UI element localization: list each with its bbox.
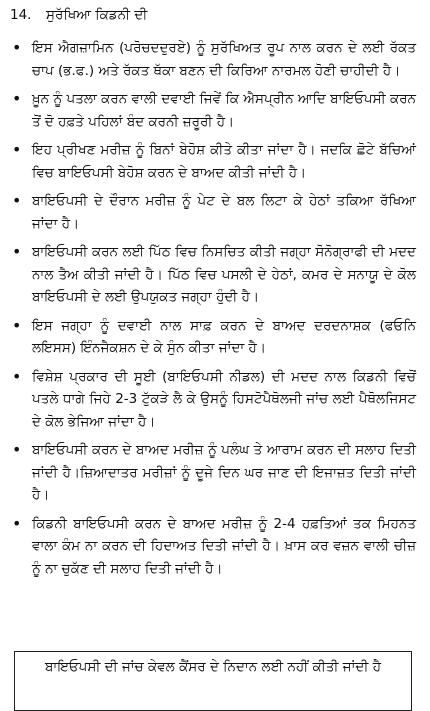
list-item	[10, 37, 416, 82]
section-title: ਸੁਰੱਖਿਆ ਕਿਡਨੀ ਦੀ	[46, 7, 148, 23]
bullet-list	[10, 37, 416, 580]
list-item	[10, 190, 416, 235]
list-item-text: ਬਾਇਓਪਸੀ ਕਰਨ ਦੇ ਬਾਅਦ ਮਰੀਜ਼ ਨੂੰ ਪਲੰਘ ਤੇ ਆਰਾਮ ਕਰਨ ਦੀ ਸਲਾਹ ਦਿਤੀ ਜਾਂਦੀ ਹੈ।ਜ਼ਿਆਦਾਤਰ ਮਰੀਜ਼ਾਂ ਨੂੰ ਦੂਜੇ ਦਿਨ ਘਰ ਜਾਣ ਦੀ ਇਜਾਜ਼ਤ ਦਿਤੀ ਜਾਂਦੀ ਹੈ।	[32, 442, 416, 503]
bullet-icon: •	[12, 89, 22, 108]
list-item-text: ਇਸ ਜਗ੍ਹਾ ਨੂੰ ਦਵਾਈ ਨਾਲ ਸਾਫ਼ ਕਰਨ ਦੇ ਬਾਅਦ ਦਰਦਨਾਸ਼ਕ (ਫਓਨਿ ਲਇਸਸ) ਇੰਨਜੈਕਸ਼ਨ ਦੇ ਕੇ ਸੁੰਨ ਕੀਤਾ ਜਾਂਦਾ ਹੈ।	[32, 317, 416, 356]
list-item-text: ਖ਼ੂਨ ਨੂੰ ਪਤਲਾ ਕਰਨ ਵਾਲੀ ਦਵਾਈ ਜਿਵੇਂ ਕਿ ਐਸਪ੍ਰੀਨ ਆਦਿ ਬਾਇਓਪਸੀ ਕਰਨ ਤੋਂ ਦੋ ਹਫ਼ਤੇ ਪਹਿਲਾਂ ਬੰਦ ਕਰਨੀ ਜ਼ਰੂਰੀ ਹੈ।	[32, 91, 416, 130]
bullet-icon: •	[12, 315, 22, 335]
bullet-icon: •	[12, 191, 22, 210]
section-number: 14.	[10, 7, 32, 23]
list-item	[10, 88, 416, 133]
bullet-icon: •	[12, 38, 22, 57]
list-item	[10, 513, 416, 581]
list-item-text: ਕਿਡਨੀ ਬਾਇਓਪਸੀ ਕਰਨ ਦੇ ਬਾਅਦ ਮਰੀਜ਼ ਨੂੰ 2-4 ਹਫ਼ਤਿਆਂ ਤਕ ਮਿਹਨਤ ਵਾਲਾ ਕੰਮ ਨਾ ਕਰਨ ਦੀ ਹਿਦਾਅਤ ਦਿਤੀ ਜਾਂਦੀ ਹੈ। ਖ਼ਾਸ ਕਰ ਵਜ਼ਨ ਵਾਲੀ ਚੀਜ਼ ਨੂੰ ਨਾ ਚੁਕੱਣ ਦੀ ਸਲਾਹ ਦਿਤੀ ਜਾਂਦੀ ਹੈ।	[32, 515, 416, 577]
note-box	[14, 651, 412, 711]
bullet-icon: •	[12, 513, 22, 533]
list-item-text: ਵਿਸ਼ੇਸ਼ ਪ੍ਰਕਾਰ ਦੀ ਸੂਈ (ਬਾਇਓਪਸੀ ਨੀਡਲ) ਦੀ ਮਦਦ ਨਾਲ ਕਿਡਨੀ ਵਿਚੋਂ ਪਤਲੇ ਧਾਗੇ ਜਿਹੇ 2-3 ਟੁੱਕੜੇ ਲੈ ਕੇ ਉਸਨੂੰ ਹਿਸਟੋਪੈਥੋਲਜੀ ਜਾਂਚ ਲਈ ਪੈਥੋਲਜਿਸਟ ਦੇ ਕੋਲ ਭੇਜਿਆ ਜਾਂਦਾ ਹੈ।	[32, 368, 416, 430]
list-item	[10, 315, 416, 360]
bullet-icon: •	[12, 366, 22, 386]
bullet-icon: •	[12, 440, 22, 459]
list-item-text: ਬਾਇਓਪਸੀ ਦੇ ਦੌਰਾਨ ਮਰੀਜ਼ ਨੂੰ ਪੇਟ ਦੇ ਬਲ ਲਿਟਾ ਕੇ ਹੇਠਾਂ ਤਕਿਆ ਰੱਖਿਆ ਜਾਂਦਾ ਹੈ।	[32, 193, 416, 232]
bullet-icon: •	[12, 140, 22, 159]
list-item-text: ਬਾਇਓਪਸੀ ਕਰਨ ਲਈ ਪਿੱਠ ਵਿਚ ਨਿਸਚਿਤ ਕੀਤੀ ਜਗ੍ਹਾ ਸੋਨੋਗ੍ਰਾਫੀ ਦੀ ਮਦਦ ਨਾਲ ਤੈਅ ਕੀਤੀ ਜਾਂਦੀ ਹੈ। ਪਿੱਠ ਵਿਚ ਪਸਲੀ ਦੇ ਹੇਠਾਂ, ਕਮਰ ਦੇ ਸਨਾਯੂ ਦੇ ਕੋਲ ਬਾਇਓਪਸੀ ਦੇ ਲਈ ਉਪਯੁਕਤ ਜਗ੍ਹਾ ਹੁੰਦੀ ਹੈ।	[32, 244, 416, 305]
note-box-text: ਬਾਇਓਪਸੀ ਦੀ ਜਾਂਚ ਕੇਵਲ ਕੈਂਸਰ ਦੇ ਨਿਦਾਨ ਲਈ ਨਹੀਂ ਕੀਤੀ ਜਾਂਦੀ ਹੈ	[44, 659, 382, 675]
list-item	[10, 439, 416, 507]
list-item-text: ਇਸ ਐਗਜ਼ਾਮਿਨ (ਪਰੋਚਦਦੁਰਏ) ਨੂੰ ਸੁਰੱਖਿਅਤ ਰੂਪ ਨਾਲ ਕਰਨ ਦੇ ਲਈ ਰੱਕਤ ਚਾਪ (ਭ.ਫ.) ਅਤੇ ਰੱਕਤ ਥੱਕਾ ਬਣਨ ਦੀ ਕਿਰਿਆ ਨਾਰਮਲ ਹੋਣੀ ਚਾਹੀਦੀ ਹੈ।	[32, 40, 416, 79]
list-item-text: ਇਹ ਪ੍ਰੀਖਣ ਮਰੀਜ਼ ਨੂੰ ਬਿਨਾਂ ਬੇਹੋਸ਼ ਕੀਤੇ ਕੀਤਾ ਜਾਂਦਾ ਹੈ। ਜਦਕਿ ਛੋਟੇ ਬੱਚਿਆਂ ਵਿਚ ਬਾਇਓਪਸੀ ਬੇਹੋਸ਼ ਕਰਨ ਦੇ ਬਾਅਦ ਕੀਤੀ ਜਾਂਦੀ ਹੈ।	[32, 142, 416, 181]
bullet-icon: •	[12, 242, 22, 261]
list-item	[10, 241, 416, 309]
list-item	[10, 366, 416, 434]
section-heading	[10, 6, 416, 24]
list-item	[10, 139, 416, 184]
